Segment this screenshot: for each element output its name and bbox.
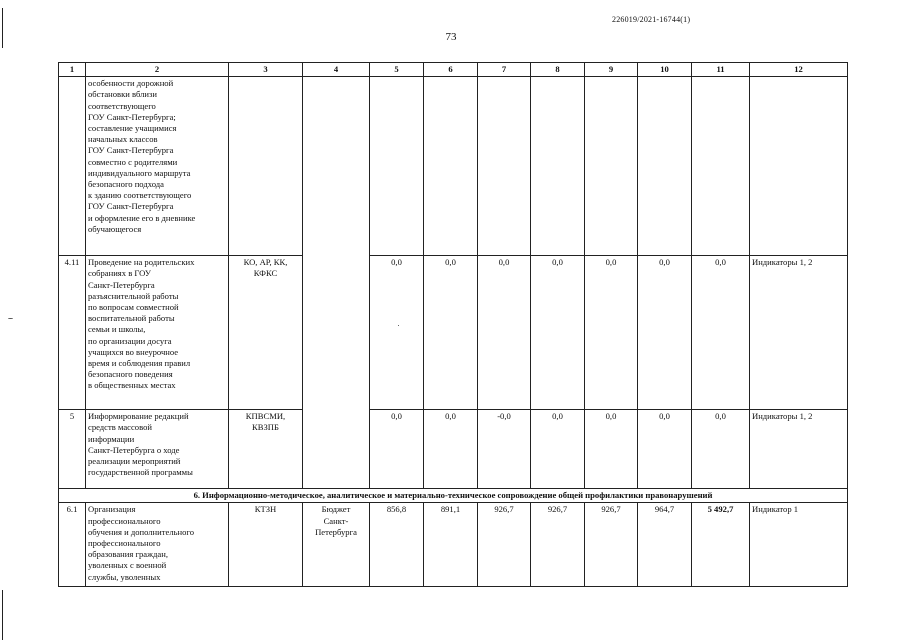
indicator-cell: Индикаторы 1, 2 (750, 410, 848, 489)
value-cell: 926,7 (585, 503, 638, 587)
value-cell (424, 77, 478, 256)
text-line: составление учащимися (88, 123, 177, 134)
text-line: время и соблюдения правил (88, 358, 191, 369)
text-line: Петербурга (315, 526, 357, 537)
funding-source-cell (303, 503, 370, 587)
indicator-cell: Индикатор 1 (750, 503, 848, 587)
text-line: начальных классов (88, 134, 158, 145)
value-cell (585, 77, 638, 256)
value-cell: 926,7 (478, 503, 531, 587)
scan-edge-mark (2, 8, 3, 48)
value-cell: 964,7 (638, 503, 692, 587)
text-line: к зданию соответствующего (88, 190, 192, 201)
value-cell: 0,0 (585, 410, 638, 489)
text-line: ГОУ Санкт-Петербурга; (88, 111, 176, 122)
text-line: воспитательной работы (88, 313, 175, 324)
value-cell: 856,8 (370, 503, 424, 587)
text-line: по организации досуга (88, 335, 172, 346)
activity-description (86, 410, 229, 489)
total-cell: 5 492,7 (692, 503, 750, 587)
value-cell (638, 77, 692, 256)
indicator-cell: Индикаторы 1, 2 (750, 256, 848, 410)
table-row (59, 410, 848, 489)
text-line: уволенных с военной (88, 560, 167, 571)
value-cell: 0,0 (531, 256, 585, 410)
column-header: 4 (303, 63, 370, 77)
column-header: 6 (424, 63, 478, 77)
activity-description (86, 77, 229, 256)
text-line: КО, АР, КК, (243, 257, 288, 268)
text-line: Организация (88, 504, 136, 515)
activity-description (86, 256, 229, 410)
value-cell (692, 77, 750, 256)
text-line: КФКС (253, 268, 278, 279)
value-cell: 0,0 (638, 256, 692, 410)
text-line: Информирование редакций (88, 411, 189, 422)
table-row (59, 256, 848, 410)
column-header: 10 (638, 63, 692, 77)
text-line: КТЗН (254, 504, 277, 515)
row-number: 5 (59, 410, 86, 489)
page-number: 73 (445, 31, 457, 43)
document-id: 226019/2021-16744(1) (612, 15, 691, 24)
text-line: КПВСМИ, (245, 411, 286, 422)
column-header: 11 (692, 63, 750, 77)
text-line: обучающегося (88, 223, 142, 234)
text-line: реализации мероприятий (88, 456, 181, 467)
value-cell: 0,0 (370, 256, 424, 410)
text-line: Проведение на родительских (88, 257, 195, 268)
table-row (59, 77, 848, 256)
column-header: 9 (585, 63, 638, 77)
text-line: собраниях в ГОУ (88, 268, 151, 279)
section-title: 6. Информационно-методическое, аналитическое и материально-техническое сопровождение общей профилактики правонарушений (59, 489, 848, 503)
row-number (59, 77, 86, 256)
funding-source-cell (303, 77, 370, 489)
value-cell (478, 77, 531, 256)
value-cell: 0,0 (585, 256, 638, 410)
text-line: в общественных местах (88, 380, 176, 391)
column-number-row (59, 63, 848, 77)
value-cell: 0,0 (692, 410, 750, 489)
column-header: 3 (229, 63, 303, 77)
scan-edge-mark (2, 590, 3, 640)
text-line: ГОУ Санкт-Петербурга (88, 201, 174, 212)
table-row (59, 503, 848, 587)
text-line: государственной программы (88, 467, 193, 478)
text-line: КВЗПБ (252, 422, 279, 433)
text-line: обучения и дополнительного (88, 526, 195, 537)
text-line: ГОУ Санкт-Петербурга (88, 145, 174, 156)
column-header: 12 (750, 63, 848, 77)
text-line: информации (88, 433, 135, 444)
text-line: Санкт-Петербурга о ходе (88, 444, 180, 455)
column-header: 8 (531, 63, 585, 77)
text-line: средств массовой (88, 422, 152, 433)
text-line: разъяснительной работы (88, 290, 179, 301)
value-cell: 0,0 (692, 256, 750, 410)
indicator-cell (750, 77, 848, 256)
text-line: Санкт- (323, 515, 349, 526)
program-table (58, 62, 848, 587)
text-line: безопасного подхода (88, 179, 164, 190)
text-line: соответствующего (88, 100, 156, 111)
row-number: 4.11 (59, 256, 86, 410)
value-cell: 0,0 (424, 410, 478, 489)
value-cell (531, 77, 585, 256)
text-line: образования граждан, (88, 549, 168, 560)
text-line: профессионального (88, 538, 161, 549)
value-cell: 0,0 (531, 410, 585, 489)
text-line: и оформление его в дневнике (88, 212, 196, 223)
column-header: 1 (59, 63, 86, 77)
value-cell: 891,1 (424, 503, 478, 587)
text-line: обстановки вблизи (88, 89, 158, 100)
column-header: 2 (86, 63, 229, 77)
text-line: совместно с родителями (88, 156, 178, 167)
text-line: семьи и школы, (88, 324, 146, 335)
row-number: 6.1 (59, 503, 86, 587)
text-line: Бюджет (321, 504, 351, 515)
section-row (59, 489, 848, 503)
value-cell: 0,0 (478, 256, 531, 410)
value-cell: 0,0 (638, 410, 692, 489)
executor-cell (229, 77, 303, 256)
scan-speck (8, 318, 13, 319)
text-line: особенности дорожной (88, 78, 174, 89)
executor-cell (229, 503, 303, 587)
activity-description (86, 503, 229, 587)
text-line: учащихся во внеурочное (88, 346, 179, 357)
text-line: по вопросам совместной (88, 302, 179, 313)
value-cell: -0,0 (478, 410, 531, 489)
text-line: службы, уволенных (88, 571, 161, 582)
executor-cell (229, 410, 303, 489)
executor-cell (229, 256, 303, 410)
value-cell: 0,0 (424, 256, 478, 410)
column-header: 5 (370, 63, 424, 77)
column-header: 7 (478, 63, 531, 77)
text-line: профессионального (88, 515, 161, 526)
value-cell: 0,0 (370, 410, 424, 489)
text-line: безопасного поведения (88, 369, 173, 380)
value-cell (370, 77, 424, 256)
text-line: индивидуального маршрута (88, 167, 191, 178)
text-line: Санкт-Петербурга (88, 279, 155, 290)
value-cell: 926,7 (531, 503, 585, 587)
